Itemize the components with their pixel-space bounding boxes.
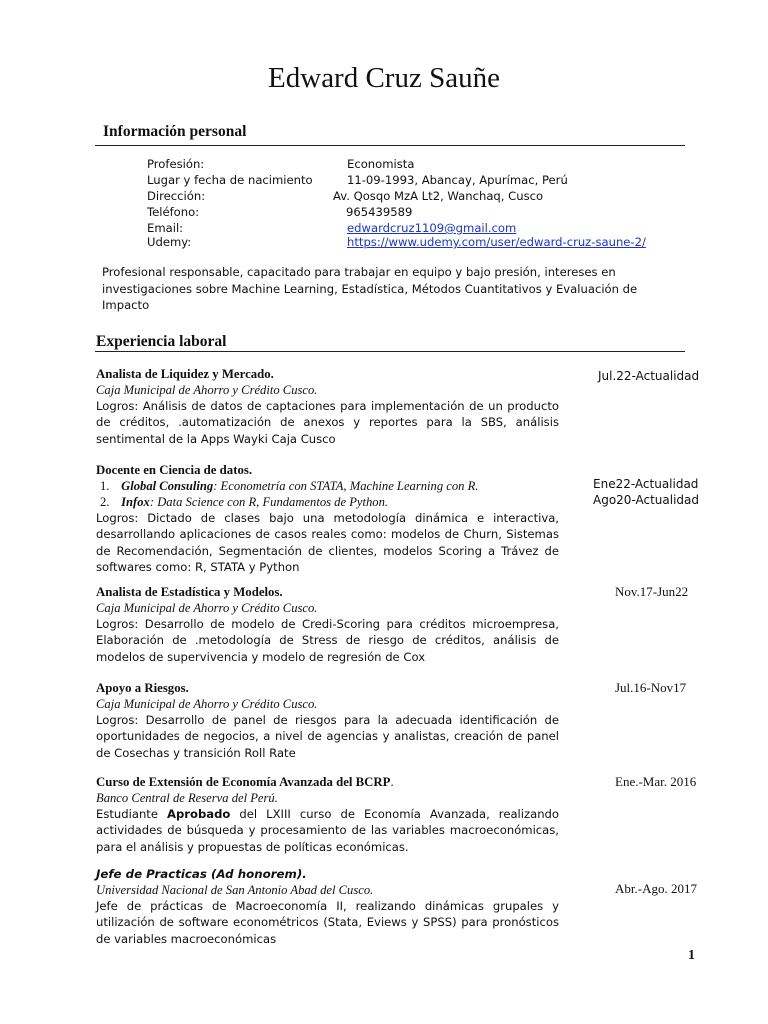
job-description: Estudiante Aprobado del LXIII curso de Economía Avanzada, realizando actividades de búsqueda y procesamiento de las variables macroeconómicas, para el análisis y propuestas de políticas económicas.	[96, 807, 559, 854]
job-org: Universidad Nacional de San Antonio Abad del Cusco.	[96, 883, 374, 897]
job-date: Jul.22-Actualidad	[598, 369, 700, 383]
job-entry	[96, 584, 559, 665]
job-description: Logros: Dictado de clases bajo una metodología dinámica e interactiva, desarrollando aplicaciones de casos reales como: modelos de Churn, Sistemas de Recomendación, Segmentación de clientes, modelos Scoring a Trávez de softwares como: R, STATA y Python	[96, 511, 559, 574]
job-title: Jefe de Practicas (Ad honorem).	[96, 867, 307, 881]
job-date: Ago20-Actualidad	[593, 493, 700, 507]
job-entry	[96, 680, 559, 761]
info-label-address: Dirección:	[147, 189, 206, 203]
job-date: Ene.-Mar. 2016	[615, 774, 697, 789]
job-description: Logros: Análisis de datos de captaciones para implementación de un producto de créditos, .automatización de anexos y reportes para la SBS, análisis sentimental de la Apps Wayki Caja Cusco	[96, 399, 559, 446]
email-link[interactable]: edwardcruz1109@gmail.com	[347, 221, 517, 235]
job-entry	[96, 462, 559, 575]
personal-info-rule	[95, 145, 685, 146]
info-label-profession: Profesión:	[147, 157, 205, 171]
job-date: Nov.17-Jun22	[615, 584, 689, 599]
info-label-email: Email:	[147, 221, 184, 235]
info-value-address: Av. Qosqo MzA Lt2, Wanchaq, Cusco	[333, 189, 544, 203]
job-date: Ene22-Actualidad	[593, 477, 699, 491]
job-entry	[96, 366, 559, 447]
info-label-udemy: Udemy:	[147, 235, 192, 249]
info-value-phone: 965439589	[346, 205, 413, 219]
experience-rule	[95, 351, 685, 352]
job-entry	[96, 774, 559, 855]
job-org: Banco Central de Reserva del Perú.	[96, 791, 278, 805]
job-org: Caja Municipal de Ahorro y Crédito Cusco.	[96, 383, 318, 397]
org-name: Global Consuling	[121, 479, 214, 493]
profile-summary: Profesional responsable, capacitado para trabajar en equipo y bajo presión, intereses en investigaciones sobre Machine Learning, Estadística, Métodos Cuantitativos y Evaluación de Impacto	[102, 265, 638, 312]
job-date: Jul.16-Nov17	[615, 680, 687, 695]
job-description: Logros: Desarrollo de modelo de Credi-Scoring para créditos microempresa, Elaboración de .metodología de Stress de riesgo de créditos, análisis de modelos de supervivencia y modelo de regresión de Cox	[96, 617, 559, 664]
job-title: Apoyo a Riesgos.	[96, 681, 189, 695]
info-value-profession: Economista	[347, 157, 415, 171]
experience-heading: Experiencia laboral	[96, 333, 227, 350]
job-description: Logros: Desarrollo de panel de riesgos para la adecuada identificación de oportunidades de negocios, a nivel de agencias y analistas, creación de panel de Cosechas y transición Roll Rate	[96, 713, 559, 760]
course-list: : Data Science con R, Fundamentos de Python.	[149, 495, 389, 509]
candidate-name: Edward Cruz Sauñe	[268, 62, 500, 94]
job-title: Docente en Ciencia de datos.	[96, 463, 253, 477]
course-list: : Econometría con STATA, Machine Learning con R.	[213, 479, 479, 493]
page-number: 1	[688, 948, 695, 963]
job-title: Curso de Extensión de Economía Avanzada del BCRP.	[96, 775, 394, 789]
info-label-phone: Teléfono:	[147, 205, 200, 219]
job-description: Jefe de prácticas de Macroeconomía II, realizando dinámicas grupales y utilización de software econométricos (Stata, Eviews y SPSS) para pronósticos de variables macroeconómicas	[96, 899, 559, 946]
info-label-birth: Lugar y fecha de nacimiento	[147, 173, 313, 187]
org-name: Infox	[121, 495, 150, 509]
job-org: Caja Municipal de Ahorro y Crédito Cusco.	[96, 601, 318, 615]
job-date: Abr.-Ago. 2017	[615, 881, 697, 896]
job-title: Analista de Liquidez y Mercado.	[96, 367, 274, 381]
udemy-link[interactable]: https://www.udemy.com/user/edward-cruz-saune-2/	[347, 235, 646, 249]
list-item: 2. Infox: Data Science con R, Fundamentos de Python.	[100, 495, 389, 509]
job-entry	[96, 866, 559, 947]
teaching-list	[96, 478, 559, 510]
list-item: 1. Global Consuling: Econometría con STATA, Machine Learning con R.	[100, 479, 479, 493]
personal-info-heading: Información personal	[103, 123, 247, 140]
job-title: Analista de Estadística y Modelos.	[96, 585, 283, 599]
job-org: Caja Municipal de Ahorro y Crédito Cusco.	[96, 697, 318, 711]
info-value-birth: 11-09-1993, Abancay, Apurímac, Perú	[347, 173, 568, 187]
